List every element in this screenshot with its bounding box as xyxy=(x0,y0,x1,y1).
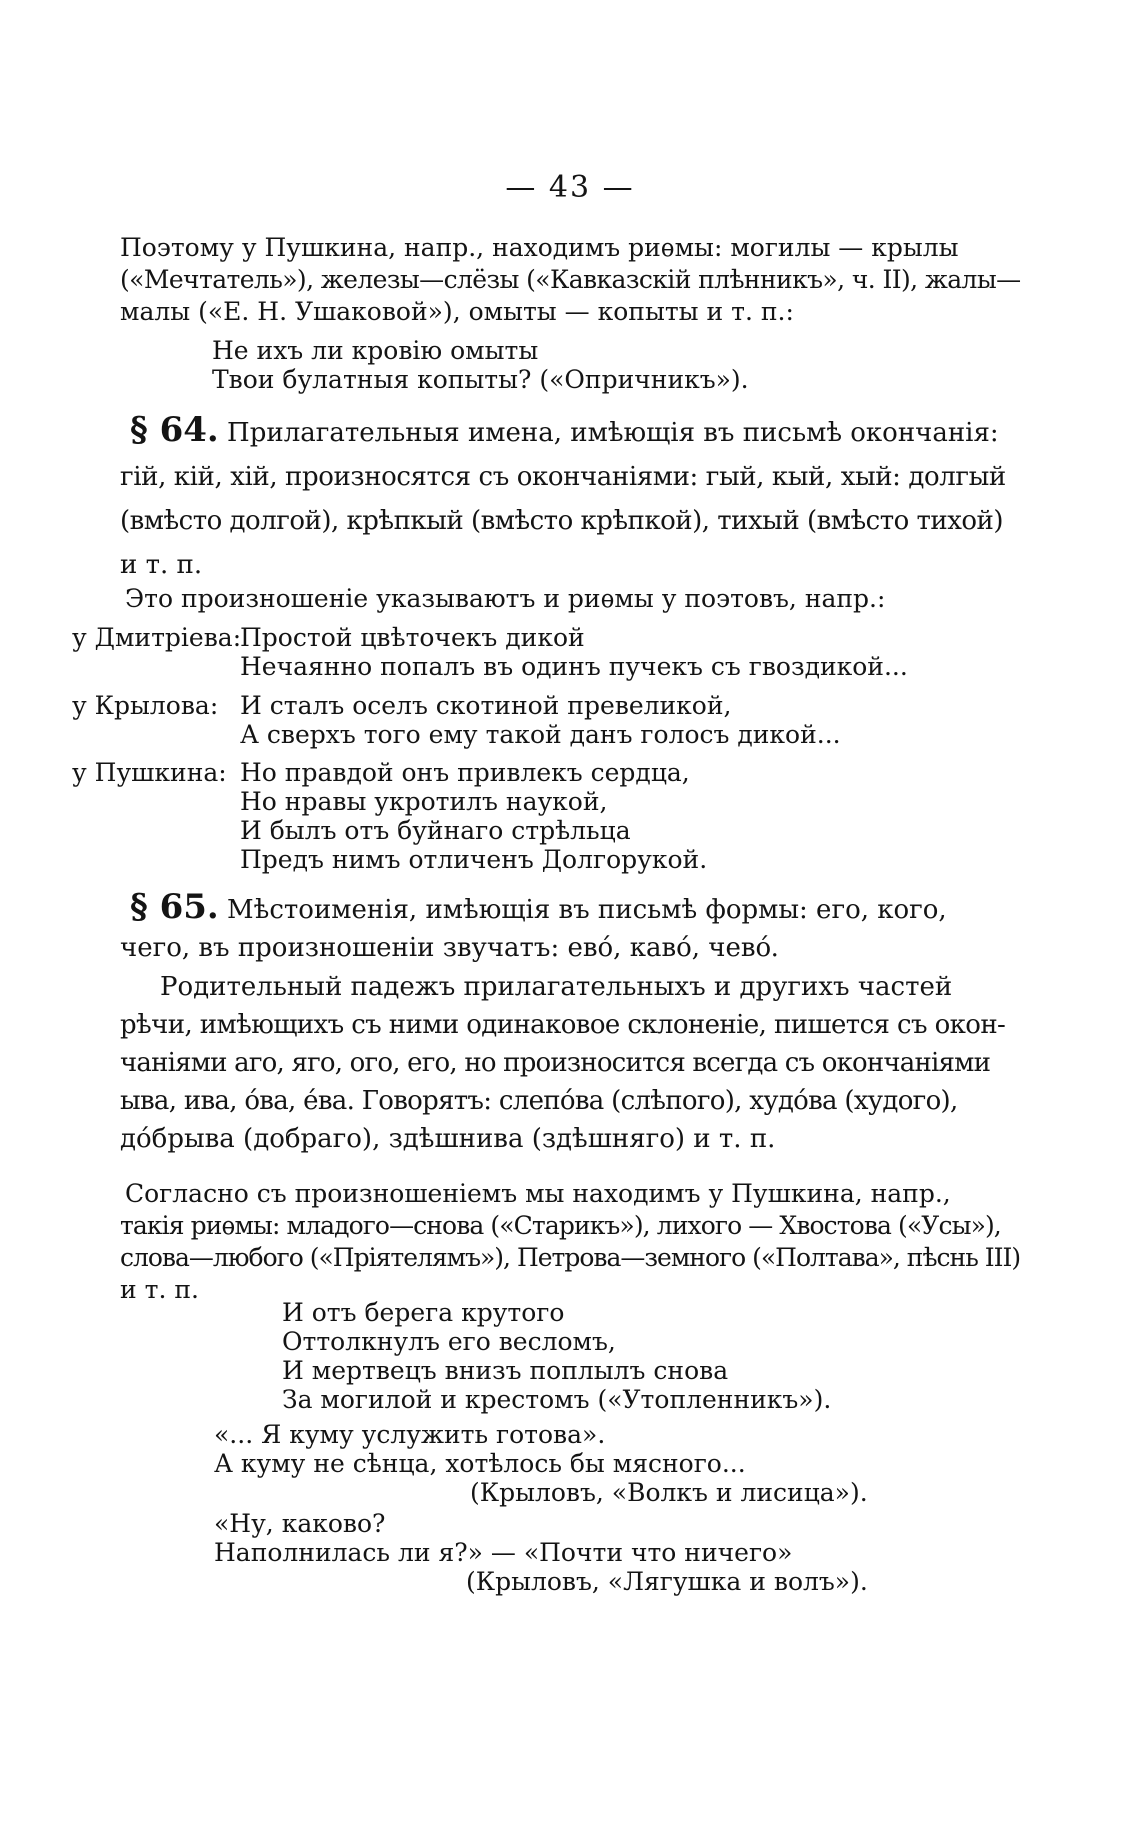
section-text: (вмѣсто долгой), крѣпкый (вмѣсто крѣпкой), тихый (вмѣсто тихой) xyxy=(120,506,1004,536)
text-line: такія риѳмы: младого—снова («Старикъ»), лихого — Хвостова («Усы»), xyxy=(120,1211,1001,1240)
verse-line: За могилой и крестомъ («Утопленникъ»). xyxy=(282,1385,832,1414)
verse-utoplennik xyxy=(282,1298,831,1414)
verse-line: И былъ отъ буйнаго стрѣльца xyxy=(240,816,631,845)
verse-line: И сталъ оселъ скотиной превеликой, xyxy=(240,691,732,720)
verse-attribution: (Крыловъ, «Лягушка и волъ»). xyxy=(466,1567,868,1596)
section-text: чего, въ произношеніи звучатъ: евó, кавó, чевó. xyxy=(120,933,779,963)
text-line: и т. п. xyxy=(120,1275,199,1304)
poet-name: у Крылова: xyxy=(72,691,219,720)
paragraph-genitive-case xyxy=(120,968,1006,1158)
text-line: чаніями аго, яго, ого, его, но произносится всегда съ окончаніями xyxy=(120,1048,991,1078)
paragraph-pushkin-rhymes xyxy=(120,232,1021,328)
page-number: — 43 — xyxy=(505,170,635,205)
text-line: ыва, ива, óва, éва. Говорятъ: слепóва (слѣпого), худóва (худого), xyxy=(120,1086,958,1116)
section-65 xyxy=(120,887,947,967)
verse-line: И мертвецъ внизъ поплылъ снова xyxy=(282,1356,729,1385)
verse-line: А сверхъ того ему такой данъ голосъ дикой... xyxy=(240,720,841,749)
poet-name: у Дмитріева: xyxy=(72,623,242,652)
text-line: Согласно съ произношеніемъ мы находимъ у Пушкина, напр., xyxy=(125,1179,951,1208)
verse-volk-i-lisitsa xyxy=(214,1420,868,1507)
verse-line: Оттолкнулъ его весломъ, xyxy=(282,1327,616,1356)
text-line: Это произношеніе указываютъ и риѳмы у поэтовъ, напр.: xyxy=(125,584,886,613)
text-line: дóбрыва (добраго), здѣшнива (здѣшняго) и т. п. xyxy=(120,1124,776,1154)
verse-attribution: (Крыловъ, «Волкъ и лисица»). xyxy=(470,1478,868,1507)
text-line: малы («Е. Н. Ушаковой»), омыты — копыты и т. п.: xyxy=(120,297,794,326)
section-64 xyxy=(120,408,1006,587)
text-line: рѣчи, имѣющихъ съ ними одинаковое склоненіе, пишется съ окон- xyxy=(120,1010,1006,1040)
paragraph-pushkin-genitive-rhymes xyxy=(120,1178,1021,1306)
verse-line: Но нравы укротилъ наукой, xyxy=(240,787,608,816)
text-line: Поэтому у Пушкина, напр., находимъ риѳмы: могилы — крылы xyxy=(120,233,959,262)
verse-lyagushka-i-vol xyxy=(214,1509,868,1596)
verse-line: Предъ нимъ отличенъ Долгорукой. xyxy=(240,845,708,874)
section-text: гій, кій, хій, произносятся съ окончаніями: гый, кый, хый: долгый xyxy=(120,462,1006,492)
poet-name: у Пушкина: xyxy=(72,758,227,787)
section-text: и т. п. xyxy=(120,550,203,580)
verse-line: Нечаянно попалъ въ одинъ пучекъ съ гвоздикой... xyxy=(240,652,908,681)
verse-oprichnik xyxy=(212,336,749,394)
text-line: Родительный падежъ прилагательныхъ и другихъ частей xyxy=(160,972,953,1002)
verse-line: Но правдой онъ привлекъ сердца, xyxy=(240,758,690,787)
verse-line: Твои булатныя копыты? («Опричникъ»). xyxy=(212,365,749,394)
section-number: § 64. xyxy=(130,410,219,450)
verse-line: «... Я куму услужить готова». xyxy=(214,1420,606,1449)
verse-line: И отъ берега крутого xyxy=(282,1298,565,1327)
verse-line: Простой цвѣточекъ дикой xyxy=(240,623,585,652)
verse-line: Наполнилась ли я?» — «Почти что ничего» xyxy=(214,1538,793,1567)
section-text: Прилагательныя имена, имѣющія въ письмѣ окончанія: xyxy=(227,418,999,448)
paragraph-poets-intro xyxy=(120,583,900,615)
verse-line: «Ну, каково? xyxy=(214,1509,386,1538)
verse-line: Не ихъ ли кровію омыты xyxy=(212,336,539,365)
text-line: слова—любого («Пріятелямъ»), Петрова—земного («Полтава», пѣснь III) xyxy=(120,1243,1021,1272)
section-number: § 65. xyxy=(130,887,219,927)
section-text: Мѣстоименія, имѣющія въ письмѣ формы: его, кого, xyxy=(227,895,947,925)
text-line: («Мечтатель»), железы—слёзы («Кавказскій плѣнникъ», ч. II), жалы— xyxy=(120,265,1021,294)
verse-line: А куму не сѣнца, хотѣлось бы мясного... xyxy=(214,1449,746,1478)
